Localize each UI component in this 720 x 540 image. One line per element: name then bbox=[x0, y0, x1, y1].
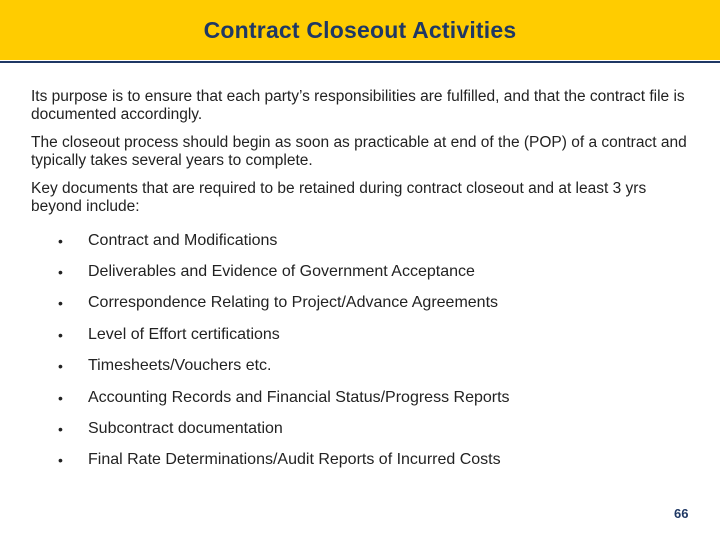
list-item bbox=[31, 413, 691, 444]
list-item-text: Final Rate Determinations/Audit Reports of Incurred Costs bbox=[88, 451, 501, 469]
list-item bbox=[31, 288, 691, 319]
paragraph-process: The closeout process should begin as soon as practicable at end of the (POP) of a contract and typically takes several years to complete. bbox=[31, 134, 687, 169]
list-item bbox=[31, 351, 691, 382]
bullet-icon: • bbox=[58, 358, 63, 375]
list-item-text: Subcontract documentation bbox=[88, 420, 283, 438]
list-item bbox=[31, 225, 691, 256]
document-list bbox=[31, 225, 691, 476]
bullet-icon: • bbox=[58, 232, 63, 249]
list-item bbox=[31, 319, 691, 350]
bullet-icon: • bbox=[58, 326, 63, 343]
bullet-icon: • bbox=[58, 421, 63, 438]
list-item-text: Timesheets/Vouchers etc. bbox=[88, 357, 272, 375]
bullet-icon: • bbox=[58, 264, 63, 281]
list-item-text: Contract and Modifications bbox=[88, 231, 278, 249]
title-bar bbox=[0, 0, 720, 60]
list-item-text: Level of Effort certifications bbox=[88, 325, 280, 343]
list-item-text: Deliverables and Evidence of Government Acceptance bbox=[88, 263, 475, 281]
slide-title: Contract Closeout Activities bbox=[203, 16, 517, 43]
list-item bbox=[31, 382, 691, 413]
title-divider bbox=[0, 61, 720, 63]
list-item-text: Accounting Records and Financial Status/Progress Reports bbox=[88, 388, 510, 406]
list-item bbox=[31, 256, 691, 287]
list-item-text: Correspondence Relating to Project/Advance Agreements bbox=[88, 294, 499, 312]
list-item bbox=[31, 445, 691, 476]
bullet-icon: • bbox=[58, 389, 63, 406]
bullet-icon: • bbox=[58, 295, 63, 312]
paragraph-key-documents: Key documents that are required to be retained during contract closeout and at least 3 yrs beyond include: bbox=[31, 180, 647, 215]
page-number: 66 bbox=[674, 506, 689, 521]
paragraph-purpose: Its purpose is to ensure that each party’s responsibilities are fulfilled, and that the contract file is documented accordingly. bbox=[31, 88, 685, 123]
slide-body bbox=[31, 88, 691, 476]
bullet-icon: • bbox=[58, 452, 63, 469]
